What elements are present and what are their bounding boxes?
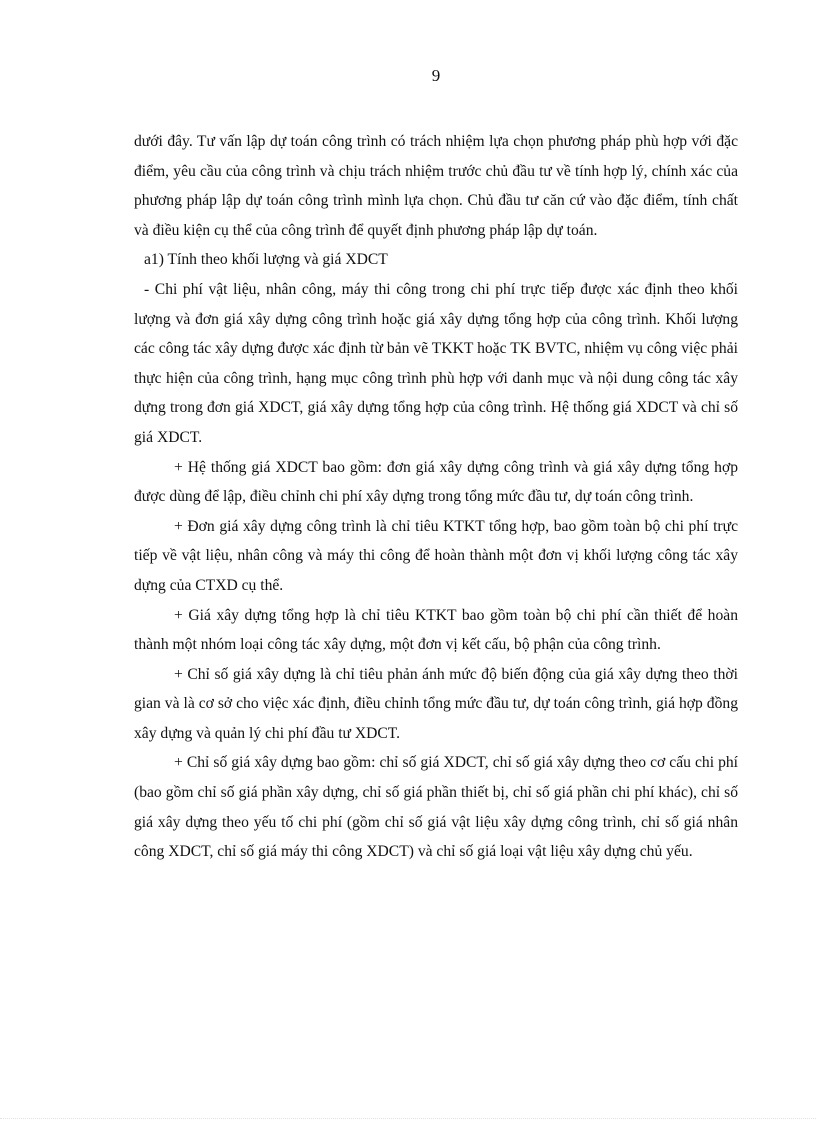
document-body [134,127,738,867]
paragraph-aggregate-price: + Giá xây dựng tổng hợp là chỉ tiêu KTKT bao gồm toàn bộ chi phí cần thiết để hoàn thành một nhóm loại công tác xây dựng, một đơn vị kết cấu, bộ phận của công trình. [134,606,738,654]
paragraph-price-system: + Hệ thống giá XDCT bao gồm: đơn giá xây dựng công trình và giá xây dựng tổng hợp được dùng để lập, điều chỉnh chi phí xây dựng trong tổng mức đầu tư, dự toán công trình. [134,458,738,506]
paragraph-price-index: + Chỉ số giá xây dựng là chỉ tiêu phản ánh mức độ biến động của giá xây dựng theo thời gian và là cơ sở cho việc xác định, điều chỉnh tổng mức đầu tư, dự toán công trình, giá hợp đồng xây dựng và quản lý chi phí đầu tư XDCT. [134,665,738,742]
paragraph-direct-costs: - Chi phí vật liệu, nhân công, máy thi công trong chi phí trực tiếp được xác định theo khối lượng và đơn giá xây dựng công trình hoặc giá xây dựng tổng hợp của công trình. Khối lượng các công tác xây dựng được xác định từ bản vẽ TKKT hoặc TK BVTC, nhiệm vụ công việc phải thực hiện của công trình, hạng mục công trình phù hợp với danh mục và nội dung công tác xây dựng trong đơn giá XDCT, giá xây dựng tổng hợp của công trình. Hệ thống giá XDCT và chỉ số giá XDCT. [134,280,738,446]
paragraph-method-intro: dưới đây. Tư vấn lập dự toán công trình có trách nhiệm lựa chọn phương pháp phù hợp với đặc điểm, yêu cầu của công trình và chịu trách nhiệm trước chủ đầu tư về tính hợp lý, chính xác của phương pháp lập dự toán công trình mình lựa chọn. Chủ đầu tư căn cứ vào đặc điểm, tính chất và điều kiện cụ thể của công trình để quyết định phương pháp lập dự toán. [134,133,738,239]
page-bottom-divider [0,1118,816,1119]
section-heading-a1: a1) Tính theo khối lượng và giá XDCT [144,251,388,269]
page-number: 9 [431,66,441,85]
paragraph-unit-price: + Đơn giá xây dựng công trình là chỉ tiêu KTKT tổng hợp, bao gồm toàn bộ chi phí trực tiếp về vật liệu, nhân công và máy thi công để hoàn thành một đơn vị khối lượng công tác xây dựng của CTXD cụ thể. [134,517,738,594]
paragraph-price-index-types: + Chỉ số giá xây dựng bao gồm: chỉ số giá XDCT, chỉ số giá xây dựng theo cơ cấu chi phí (bao gồm chỉ số giá phần xây dựng, chỉ số giá phần thiết bị, chỉ số giá phần chi phí khác), chỉ số giá xây dựng theo yếu tố chi phí (gồm chỉ số giá vật liệu xây dựng công trình, chỉ số giá nhân công XDCT, chỉ số giá máy thi công XDCT) và chỉ số giá loại vật liệu xây dựng chủ yếu. [134,754,738,861]
